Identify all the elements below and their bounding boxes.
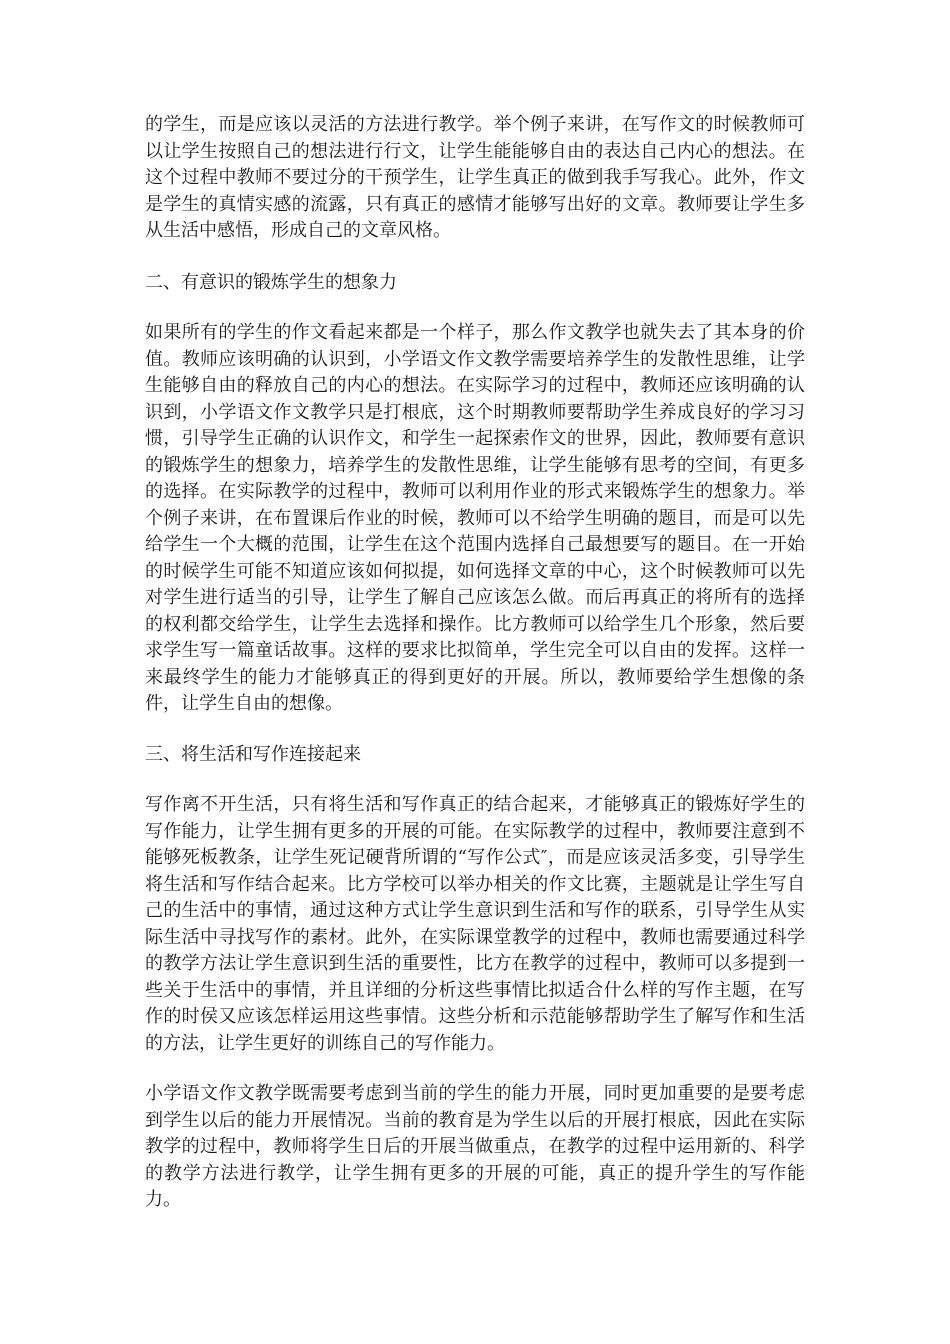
section-2-paragraph: 如果所有的学生的作文看起来都是一个样子，那么作文教学也就失去了其本身的价值。教师应该明确的认识到，小学语文作文教学需要培养学生的发散性思维，让学生能够自由的释放自己的内心的想法。在实际学习的过程中，教师还应该明确的认识到，小学语文作文教学只是打根底，这个时期教师要帮助学生养成良好的学习习惯，引导学生正确的认识作文，和学生一起探索作文的世界，因此，教师要有意识的锻炼学生的想象力，培养学生的发散性思维，让学生能够有思考的空间，有更多的选择。在实际教学的过程中，教师可以利用作业的形式来锻炼学生的想象力。举个例子来讲，在布置课后作业的时候，教师可以不给学生明确的题目，而是可以先给学生一个大概的范围，让学生在这个范围内选择自己最想要写的题目。在一开始的时候学生可能不知道应该如何拟提，如何选择文章的中心，这个时候教师可以先对学生进行适当的引导，让学生了解自己应该怎么做。而后再真正的将所有的选择的权利都交给学生，让学生去选择和操作。比方教师可以给学生几个形象，然后要求学生写一篇童话故事。这样的要求比拟简单，学生完全可以自由的发挥。这样一来最终学生的能力才能够真正的得到更好的开展。所以，教师要给学生想像的条件，让学生自由的想像。	[145, 322, 805, 714]
conclusion-paragraph: 小学语文作文教学既需要考虑到当前的学生的能力开展，同时更加重要的是要考虑到学生以后的能力开展情况。当前的教育是为学生以后的开展打根底，因此在实际教学的过程中，教师将学生日后的开展当做重点，在教学的过程中运用新的、科学的教学方法进行教学，让学生拥有更多的开展的可能，真正的提升学生的写作能力。	[145, 1083, 805, 1210]
intro-paragraph: 的学生，而是应该以灵活的方法进行教学。举个例子来讲，在写作文的时候教师可以让学生按照自己的想法进行行文，让学生能能够自由的表达自己内心的想法。在这个过程中教师不要过分的干预学生，让学生真正的做到我手写我心。此外，作文是学生的真情实感的流露，只有真正的感情才能够写出好的文章。教师要让学生多从生活中感悟，形成自己的文章风格。	[145, 114, 805, 241]
document-page	[145, 112, 805, 1238]
section-heading-2: 二、有意识的锻炼学生的想象力	[145, 271, 397, 293]
section-heading-3: 三、将生活和写作连接起来	[145, 743, 361, 765]
section-3-paragraph: 写作离不开生活，只有将生活和写作真正的结合起来，才能够真正的锻炼好学生的写作能力，让学生拥有更多的开展的可能。在实际教学的过程中，教师要注意到不能够死板教条，让学生死记硬背所谓的“写作公式″，而是应该灵活多变，引导学生将生活和写作结合起来。比方学校可以举办相关的作文比赛，主题就是让学生写自己的生活中的事情，通过这种方式让学生意识到生活和写作的联系，引导学生从实际生活中寻找写作的素材。此外，在实际课堂教学的过程中，教师也需要通过科学的教学方法让学生意识到生活的重要性，比方在教学的过程中，教师可以多提到一些关于生活中的事情，并且详细的分析这些事情比拟适合什么样的写作主题，在写作的时侯又应该怎样运用这些事情。这些分析和示范能够帮助学生了解写作和生活的方法，让学生更好的训练自己的写作能力。	[145, 794, 805, 1054]
